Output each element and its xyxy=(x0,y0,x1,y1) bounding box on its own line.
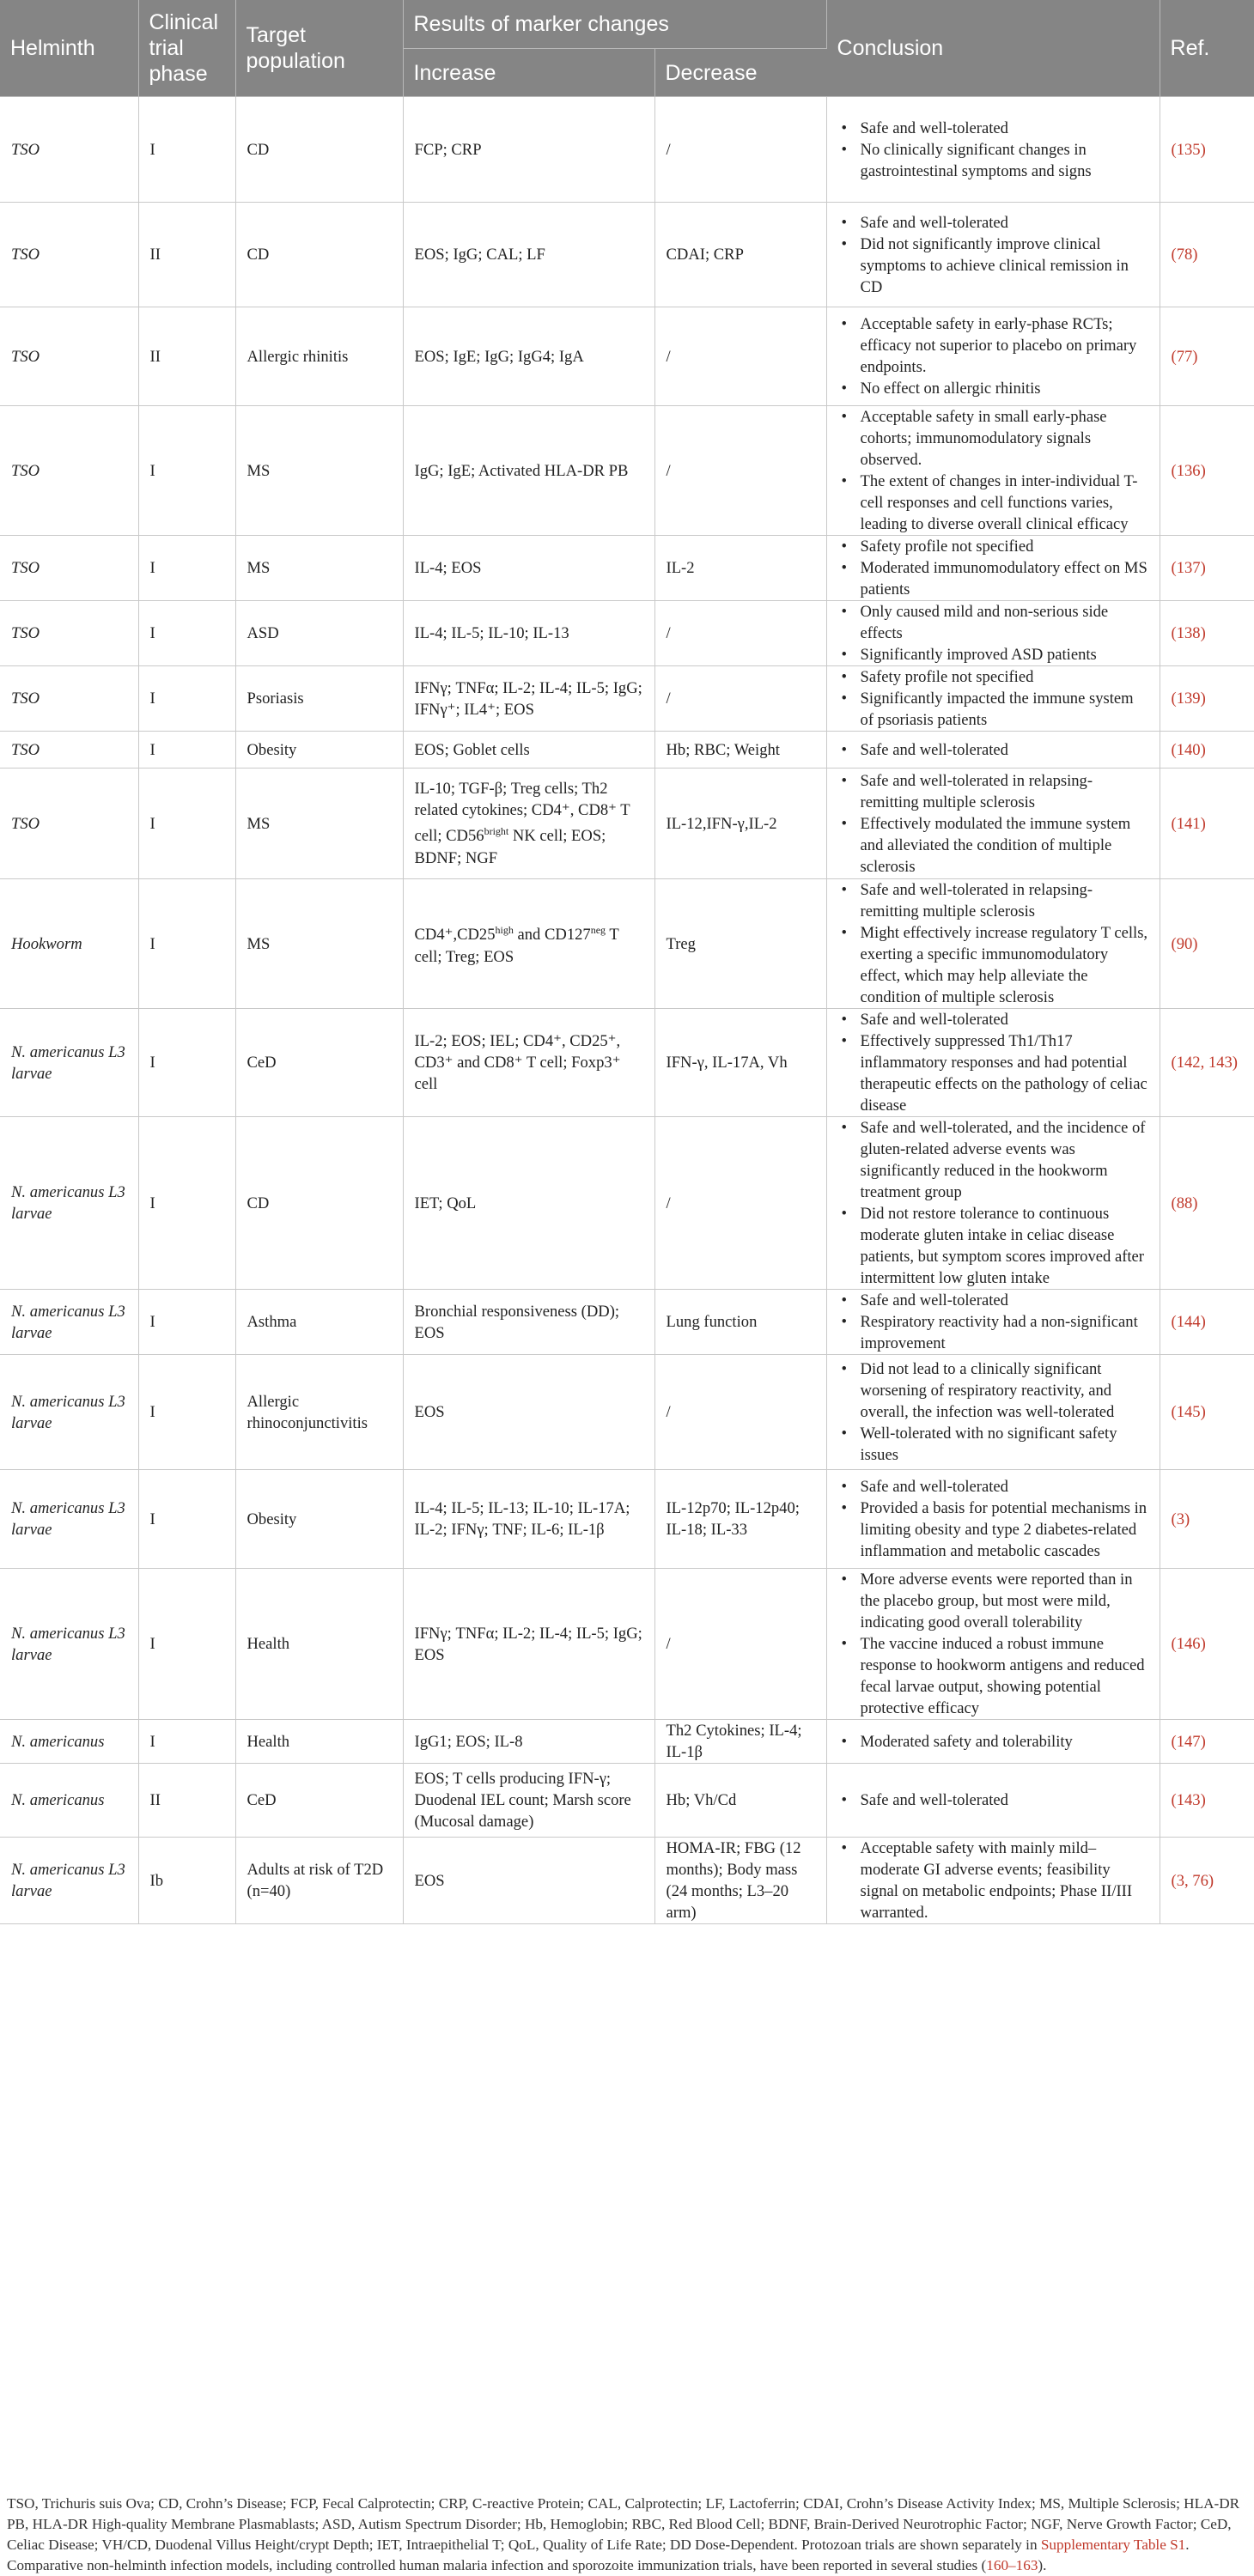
cell-ref xyxy=(1160,601,1254,666)
conclusion-list xyxy=(838,212,1148,298)
table-row xyxy=(0,1009,1254,1117)
conclusion-list xyxy=(838,1358,1148,1466)
reference-link[interactable]: (88) xyxy=(1171,1194,1198,1212)
table-body xyxy=(0,97,1254,1924)
conclusion-list xyxy=(838,1838,1148,1923)
conclusion-item: • Safe and well-tolerated in relapsing-remitting multiple sclerosis xyxy=(861,879,1148,922)
table-row xyxy=(0,1569,1254,1720)
conclusion-item: • Safe and well-tolerated, and the incidence of gluten-related adverse events was significantly reduced in the hookworm treatment group xyxy=(861,1117,1148,1203)
cell-helminth: N. americanus L3 larvae xyxy=(0,1117,138,1290)
reference-link[interactable]: (135) xyxy=(1171,140,1206,159)
cell-ref xyxy=(1160,732,1254,769)
conclusion-list xyxy=(838,313,1148,399)
cell-population: CeD xyxy=(235,1764,403,1838)
cell-conclusion xyxy=(826,1470,1160,1569)
conclusion-item: • Safe and well-tolerated xyxy=(861,212,1148,234)
cell-helminth: N. americanus xyxy=(0,1720,138,1764)
cell-conclusion xyxy=(826,601,1160,666)
cell-helminth: N. americanus L3 larvae xyxy=(0,1569,138,1720)
table-row xyxy=(0,1838,1254,1924)
cell-conclusion xyxy=(826,1764,1160,1838)
table-row xyxy=(0,879,1254,1009)
cell-phase: I xyxy=(138,769,235,879)
cell-population: CeD xyxy=(235,1009,403,1117)
cell-increase: IET; QoL xyxy=(403,1117,654,1290)
cell-conclusion xyxy=(826,732,1160,769)
cell-ref xyxy=(1160,1764,1254,1838)
cell-ref xyxy=(1160,406,1254,536)
header-ref: Ref. xyxy=(1160,0,1254,97)
cell-ref xyxy=(1160,1290,1254,1355)
conclusion-item: • Moderated immunomodulatory effect on MS patients xyxy=(861,557,1148,600)
cell-phase: I xyxy=(138,1720,235,1764)
reference-link[interactable]: (143) xyxy=(1171,1791,1206,1809)
conclusion-item: • Significantly impacted the immune system of psoriasis patients xyxy=(861,688,1148,731)
cell-helminth: N. americanus L3 larvae xyxy=(0,1470,138,1569)
conclusion-list xyxy=(838,1731,1148,1753)
cell-increase: Bronchial responsiveness (DD); EOS xyxy=(403,1290,654,1355)
cell-ref xyxy=(1160,666,1254,732)
cell-population: Allergic rhinoconjunctivitis xyxy=(235,1355,403,1470)
table-header xyxy=(0,0,1254,97)
reference-link[interactable]: (77) xyxy=(1171,347,1198,366)
cell-helminth: N. americanus L3 larvae xyxy=(0,1838,138,1924)
footnote-text-3: ). xyxy=(1038,2557,1047,2573)
table-row xyxy=(0,769,1254,879)
conclusion-list xyxy=(838,1476,1148,1562)
cell-conclusion xyxy=(826,1720,1160,1764)
cell-decrease: CDAI; CRP xyxy=(654,203,826,307)
cell-increase: EOS; IgG; CAL; LF xyxy=(403,203,654,307)
conclusion-list xyxy=(838,1789,1148,1811)
table-footnote xyxy=(0,2494,1251,2576)
header-conclusion: Conclusion xyxy=(826,0,1160,97)
cell-population: Obesity xyxy=(235,732,403,769)
cell-decrease: HOMA-IR; FBG (12 months); Body mass (24 months; L3–20 arm) xyxy=(654,1838,826,1924)
table-row xyxy=(0,406,1254,536)
cell-population: Allergic rhinitis xyxy=(235,307,403,406)
header-population: Target population xyxy=(235,0,403,97)
cell-phase: II xyxy=(138,203,235,307)
reference-link[interactable]: (136) xyxy=(1171,461,1206,480)
header-phase: Clinical trial phase xyxy=(138,0,235,97)
conclusion-item: • Well-tolerated with no significant safety issues xyxy=(861,1423,1148,1466)
cell-decrease: / xyxy=(654,666,826,732)
table-row xyxy=(0,732,1254,769)
conclusion-item: • Safe and well-tolerated xyxy=(861,1290,1148,1311)
cell-increase: IL-10; TGF-β; Treg cells; Th2 related cytokines; CD4⁺, CD8⁺ T cell; $CD56^{bright}$ NK cell; EOS; BDNF; NGF xyxy=(403,769,654,879)
cell-increase: EOS xyxy=(403,1355,654,1470)
conclusion-item: • Moderated safety and tolerability xyxy=(861,1731,1148,1753)
reference-link[interactable]: (90) xyxy=(1171,934,1198,953)
conclusion-item: • Did not significantly improve clinical symptoms to achieve clinical remission in CD xyxy=(861,234,1148,298)
conclusion-list xyxy=(838,1009,1148,1116)
cell-helminth: TSO xyxy=(0,307,138,406)
cell-decrease: / xyxy=(654,601,826,666)
reference-link[interactable]: (142, 143) xyxy=(1171,1054,1238,1072)
cell-conclusion xyxy=(826,666,1160,732)
cell-decrease: Hb; Vh/Cd xyxy=(654,1764,826,1838)
conclusion-item: • Did not lead to a clinically significant worsening of respiratory reactivity, and overall, the infection was well-tolerated xyxy=(861,1358,1148,1423)
cell-ref xyxy=(1160,1720,1254,1764)
cell-decrease: / xyxy=(654,1569,826,1720)
header-helminth: Helminth xyxy=(0,0,138,97)
conclusion-list xyxy=(838,1290,1148,1354)
cell-ref xyxy=(1160,1117,1254,1290)
cell-decrease: IL-2 xyxy=(654,536,826,601)
cell-increase: EOS; Goblet cells xyxy=(403,732,654,769)
conclusion-item: • More adverse events were reported than in the placebo group, but most were mild, indicating good overall tolerability xyxy=(861,1569,1148,1633)
cell-increase: EOS; T cells producing IFN-γ; Duodenal IEL count; Marsh score (Mucosal damage) xyxy=(403,1764,654,1838)
cell-phase: I xyxy=(138,97,235,203)
supplementary-table-link[interactable]: Supplementary Table S1 xyxy=(1040,2537,1186,2553)
cell-population: Health xyxy=(235,1569,403,1720)
cell-population: Health xyxy=(235,1720,403,1764)
cell-decrease: Hb; RBC; Weight xyxy=(654,732,826,769)
cell-helminth: TSO xyxy=(0,769,138,879)
conclusion-list xyxy=(838,666,1148,731)
cell-ref xyxy=(1160,1009,1254,1117)
cell-phase: II xyxy=(138,1764,235,1838)
cell-increase: IgG; IgE; Activated HLA-DR PB xyxy=(403,406,654,536)
cell-increase: IFNγ; TNFα; IL-2; IL-4; IL-5; IgG; EOS xyxy=(403,1569,654,1720)
cell-helminth: TSO xyxy=(0,536,138,601)
cell-phase: I xyxy=(138,1290,235,1355)
cell-decrease: Th2 Cytokines; IL-4; IL-1β xyxy=(654,1720,826,1764)
cell-phase: I xyxy=(138,1355,235,1470)
conclusion-list xyxy=(838,1117,1148,1289)
footnote-text-2: . Comparative non-helminth infection models, including controlled human malaria infection and sporozoite immunization trials, have been reported in several studies ( xyxy=(7,2537,1190,2573)
cell-population: Asthma xyxy=(235,1290,403,1355)
conclusion-item: • Safety profile not specified xyxy=(861,666,1148,688)
cell-ref xyxy=(1160,1355,1254,1470)
cell-increase: IL-4; EOS xyxy=(403,536,654,601)
cell-decrease: Treg xyxy=(654,879,826,1009)
reference-link[interactable]: (144) xyxy=(1171,1313,1206,1331)
cell-phase: I xyxy=(138,879,235,1009)
cell-conclusion xyxy=(826,1290,1160,1355)
table-row xyxy=(0,1720,1254,1764)
cell-phase: I xyxy=(138,536,235,601)
table-row xyxy=(0,97,1254,203)
conclusion-item: • Effectively suppressed Th1/Th17 inflammatory responses and had potential therapeutic effects on the pathology of celiac disease xyxy=(861,1030,1148,1116)
conclusion-list xyxy=(838,601,1148,665)
cell-ref xyxy=(1160,203,1254,307)
conclusion-item: • Safe and well-tolerated in relapsing-remitting multiple sclerosis xyxy=(861,770,1148,813)
cell-helminth: N. americanus xyxy=(0,1764,138,1838)
conclusion-list xyxy=(838,879,1148,1008)
reference-link[interactable]: (137) xyxy=(1171,559,1206,577)
cell-decrease: IL-12,IFN-γ,IL-2 xyxy=(654,769,826,879)
conclusion-item: • No effect on allergic rhinitis xyxy=(861,378,1148,399)
cell-population: MS xyxy=(235,536,403,601)
conclusion-list xyxy=(838,739,1148,761)
cell-ref xyxy=(1160,879,1254,1009)
cell-conclusion xyxy=(826,769,1160,879)
cell-phase: Ib xyxy=(138,1838,235,1924)
cell-conclusion xyxy=(826,1117,1160,1290)
table-row xyxy=(0,1470,1254,1569)
header-increase: Increase xyxy=(403,49,654,97)
cell-helminth: Hookworm xyxy=(0,879,138,1009)
cell-conclusion xyxy=(826,1838,1160,1924)
cell-helminth: TSO xyxy=(0,732,138,769)
table-row xyxy=(0,601,1254,666)
reference-link[interactable]: (146) xyxy=(1171,1635,1206,1653)
cell-decrease: IL-12p70; IL-12p40; IL-18; IL-33 xyxy=(654,1470,826,1569)
table-row xyxy=(0,1290,1254,1355)
conclusion-item: • Only caused mild and non-serious side effects xyxy=(861,601,1148,644)
cell-population: MS xyxy=(235,769,403,879)
cell-phase: I xyxy=(138,406,235,536)
cell-population: CD xyxy=(235,97,403,203)
conclusion-item: • The vaccine induced a robust immune response to hookworm antigens and reduced fecal larvae output, showing potential protective efficacy xyxy=(861,1633,1148,1719)
conclusion-list xyxy=(838,770,1148,878)
cell-conclusion xyxy=(826,536,1160,601)
conclusion-list xyxy=(838,1569,1148,1719)
cell-ref xyxy=(1160,307,1254,406)
conclusion-list xyxy=(838,536,1148,600)
cell-conclusion xyxy=(826,879,1160,1009)
cell-population: ASD xyxy=(235,601,403,666)
conclusion-item: • Acceptable safety with mainly mild–moderate GI adverse events; feasibility signal on metabolic endpoints; Phase II/III warranted. xyxy=(861,1838,1148,1923)
conclusion-item: • Might effectively increase regulatory T cells, exerting a specific immunomodulatory effect, which may help alleviate the condition of multiple sclerosis xyxy=(861,922,1148,1008)
reference-link[interactable]: (145) xyxy=(1171,1403,1206,1421)
cell-increase: IFNγ; TNFα; IL-2; IL-4; IL-5; IgG; IFNγ⁺; IL4⁺; EOS xyxy=(403,666,654,732)
conclusion-item: • Acceptable safety in early-phase RCTs; efficacy not superior to placebo on primary endpoints. xyxy=(861,313,1148,378)
reference-range-link[interactable]: 160–163 xyxy=(986,2557,1038,2573)
cell-decrease: / xyxy=(654,1355,826,1470)
reference-link[interactable]: (3, 76) xyxy=(1171,1871,1214,1890)
cell-increase: IL-2; EOS; IEL; CD4⁺, CD25⁺, CD3⁺ and CD8⁺ T cell; Foxp3⁺ cell xyxy=(403,1009,654,1117)
cell-conclusion xyxy=(826,1009,1160,1117)
reference-link[interactable]: (78) xyxy=(1171,246,1198,264)
reference-link[interactable]: (139) xyxy=(1171,690,1206,708)
table-row xyxy=(0,307,1254,406)
cell-helminth: TSO xyxy=(0,406,138,536)
cell-decrease: / xyxy=(654,1117,826,1290)
cell-conclusion xyxy=(826,1569,1160,1720)
table-row xyxy=(0,1117,1254,1290)
footnote-text-1: TSO, Trichuris suis Ova; CD, Crohn’s Disease; FCP, Fecal Calprotectin; CRP, C-reactive Protein; CAL, Calprotectin; LF, Lactoferrin; CDAI, Crohn’s Disease Activity Index; MS, Multiple Sclerosis; HLA-DR PB, HLA-DR High-quality Membrane Plasmablasts; ASD, Autism Spectrum Disorder; Hb, Hemoglobin; RBC, Red Blood Cell; BDNF, Brain-Derived Neurotrophic Factor; NGF, Nerve Growth Factor; CeD, Celiac Disease; VH/CD, Duodenal Villus Height/crypt Depth; IET, Intraepithelial T; QoL, Quality of Life Rate; DD Dose-Dependent. Protozoan trials are shown separately in xyxy=(7,2495,1240,2553)
reference-link[interactable]: (141) xyxy=(1171,814,1206,833)
conclusion-item: • Acceptable safety in small early-phase cohorts; immunomodulatory signals observed. xyxy=(861,406,1148,471)
cell-increase: IL-4; IL-5; IL-13; IL-10; IL-17A; IL-2; IFNγ; TNF; IL-6; IL-1β xyxy=(403,1470,654,1569)
cell-increase: IL-4; IL-5; IL-10; IL-13 xyxy=(403,601,654,666)
cell-conclusion xyxy=(826,307,1160,406)
cell-phase: I xyxy=(138,1117,235,1290)
cell-ref xyxy=(1160,1838,1254,1924)
header-decrease: Decrease xyxy=(654,49,826,97)
conclusion-item: • Effectively modulated the immune system and alleviated the condition of multiple sclerosis xyxy=(861,813,1148,878)
cell-conclusion xyxy=(826,203,1160,307)
cell-ref xyxy=(1160,536,1254,601)
cell-conclusion xyxy=(826,406,1160,536)
cell-decrease: IFN-γ, IL-17A, Vh xyxy=(654,1009,826,1117)
conclusion-item: • Safe and well-tolerated xyxy=(861,1476,1148,1498)
cell-phase: I xyxy=(138,1470,235,1569)
reference-link[interactable]: (140) xyxy=(1171,740,1206,759)
table-row xyxy=(0,203,1254,307)
conclusion-item: • Safe and well-tolerated xyxy=(861,1789,1148,1811)
header-results: Results of marker changes xyxy=(403,0,826,49)
conclusion-item: • Respiratory reactivity had a non-significant improvement xyxy=(861,1311,1148,1354)
reference-link[interactable]: (138) xyxy=(1171,624,1206,642)
cell-population: MS xyxy=(235,406,403,536)
cell-decrease: / xyxy=(654,307,826,406)
cell-increase: FCP; CRP xyxy=(403,97,654,203)
cell-helminth: N. americanus L3 larvae xyxy=(0,1290,138,1355)
cell-phase: I xyxy=(138,732,235,769)
cell-conclusion xyxy=(826,1355,1160,1470)
cell-phase: I xyxy=(138,1569,235,1720)
conclusion-item: • No clinically significant changes in gastrointestinal symptoms and signs xyxy=(861,139,1148,182)
cell-ref xyxy=(1160,1569,1254,1720)
cell-helminth: TSO xyxy=(0,666,138,732)
cell-population: CD xyxy=(235,203,403,307)
cell-helminth: TSO xyxy=(0,203,138,307)
conclusion-item: • Safe and well-tolerated xyxy=(861,739,1148,761)
cell-population: MS xyxy=(235,879,403,1009)
cell-helminth: TSO xyxy=(0,97,138,203)
cell-ref xyxy=(1160,1470,1254,1569)
cell-population: Adults at risk of T2D (n=40) xyxy=(235,1838,403,1924)
conclusion-list xyxy=(838,118,1148,182)
conclusion-item: • Provided a basis for potential mechanisms in limiting obesity and type 2 diabetes-related inflammation and metabolic cascades xyxy=(861,1498,1148,1562)
conclusion-item: • Safe and well-tolerated xyxy=(861,118,1148,139)
cell-phase: I xyxy=(138,666,235,732)
conclusion-item: • Significantly improved ASD patients xyxy=(861,644,1148,665)
cell-ref xyxy=(1160,769,1254,879)
cell-population: Obesity xyxy=(235,1470,403,1569)
table-row xyxy=(0,666,1254,732)
table-row xyxy=(0,1764,1254,1838)
cell-helminth: N. americanus L3 larvae xyxy=(0,1355,138,1470)
table-row xyxy=(0,536,1254,601)
conclusion-list xyxy=(838,406,1148,535)
cell-increase: EOS xyxy=(403,1838,654,1924)
cell-decrease: / xyxy=(654,406,826,536)
cell-increase: $CD4^+,CD25^{high}$ and $CD127^{neg}$ T cell; Treg; EOS xyxy=(403,879,654,1009)
conclusion-item: • Safety profile not specified xyxy=(861,536,1148,557)
table-row xyxy=(0,1355,1254,1470)
reference-link[interactable]: (3) xyxy=(1171,1510,1190,1528)
cell-ref xyxy=(1160,97,1254,203)
cell-increase: IgG1; EOS; IL-8 xyxy=(403,1720,654,1764)
conclusion-item: • Did not restore tolerance to continuous moderate gluten intake in celiac disease patients, but symptom scores improved after intermittent low gluten intake xyxy=(861,1203,1148,1289)
cell-phase: II xyxy=(138,307,235,406)
cell-population: CD xyxy=(235,1117,403,1290)
cell-population: Psoriasis xyxy=(235,666,403,732)
cell-helminth: TSO xyxy=(0,601,138,666)
cell-increase: EOS; IgE; IgG; IgG4; IgA xyxy=(403,307,654,406)
cell-decrease: / xyxy=(654,97,826,203)
cell-phase: I xyxy=(138,1009,235,1117)
reference-link[interactable]: (147) xyxy=(1171,1732,1206,1751)
cell-phase: I xyxy=(138,601,235,666)
conclusion-item: • The extent of changes in inter-individual T-cell responses and cell functions varies, leading to diverse overall clinical efficacy xyxy=(861,471,1148,535)
conclusion-item: • Safe and well-tolerated xyxy=(861,1009,1148,1030)
cell-conclusion xyxy=(826,97,1160,203)
cell-helminth: N. americanus L3 larvae xyxy=(0,1009,138,1117)
cell-decrease: Lung function xyxy=(654,1290,826,1355)
